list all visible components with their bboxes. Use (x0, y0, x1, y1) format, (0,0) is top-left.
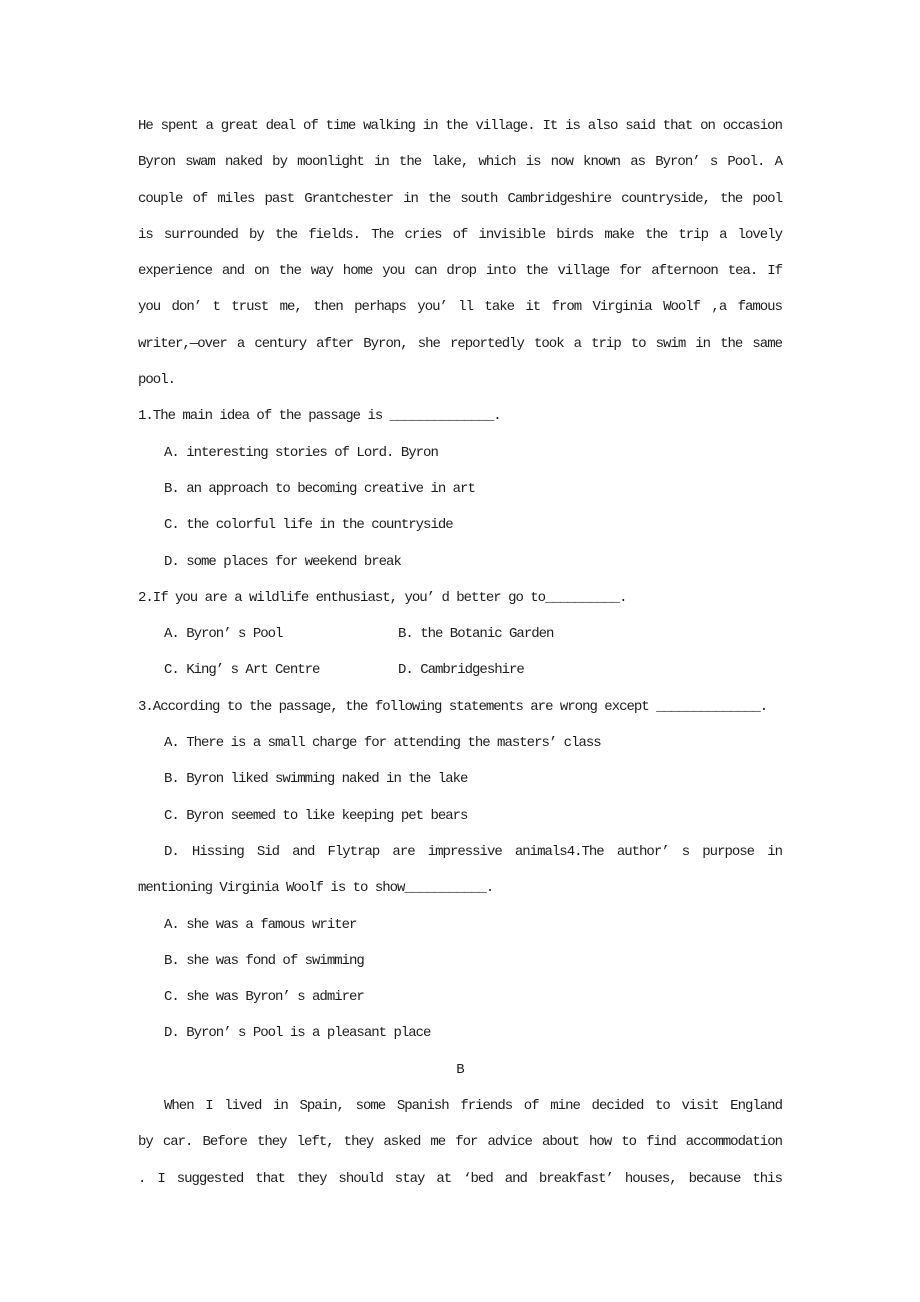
question-2-option-row (138, 616, 782, 652)
question-3-option-c: C. Byron seemed to like keeping pet bears (164, 807, 468, 824)
question-2-stem: 2.If you are a wildlife enthusiast, you’ d better go to__________. (138, 589, 627, 606)
question-4-stem-continuation: mentioning Virginia Woolf is to show___________. (138, 880, 494, 897)
passage-a-line: you don’ t trust me, then perhaps you’ ll take it from Virginia Woolf ,a famous (138, 299, 782, 316)
passage-b-line: . I suggested that they should stay at ‘bed and breakfast’ houses, because this (138, 1170, 782, 1187)
question-1-option-c: C. the colorful life in the countryside (164, 517, 453, 534)
question-2-option-b: B. the Botanic Garden (398, 626, 554, 643)
passage-a-line: is surrounded by the fields. The cries of invisible birds make the trip a lovely (138, 226, 782, 243)
question-1-option-a: A. interesting stories of Lord. Byron (164, 444, 438, 461)
passage-a-line: pool. (138, 372, 176, 389)
question-3-option-d-and-question-4-stem: D. Hissing Sid and Flytrap are impressive animals4.The author’ s purpose in (164, 843, 782, 860)
passage-a-line: couple of miles past Grantchester in the south Cambridgeshire countryside, the pool (138, 190, 782, 207)
question-3-option-b: B. Byron liked swimming naked in the lake (164, 771, 468, 788)
question-4-option-b: B. she was fond of swimming (164, 952, 364, 969)
question-4-option-d: D. Byron’ s Pool is a pleasant place (164, 1025, 431, 1042)
question-2-option-a: A. Byron’ s Pool (164, 626, 283, 643)
question-4-option-a: A. she was a famous writer (164, 916, 357, 933)
question-3-option-a: A. There is a small charge for attending the masters’ class (164, 735, 601, 752)
passage-b-line: When I lived in Spain, some Spanish friends of mine decided to visit England (164, 1098, 782, 1115)
question-4-option-c: C. she was Byron’ s admirer (164, 989, 364, 1006)
section-b-heading: B (456, 1061, 464, 1078)
passage-a-line: He spent a great deal of time walking in the village. It is also said that on occasion (138, 118, 782, 134)
passage-a-line: writer,—over a century after Byron, she reportedly took a trip to swim in the same (138, 335, 782, 352)
question-2-option-d: D. Cambridgeshire (398, 662, 524, 679)
passage-b-line: by car. Before they left, they asked me for advice about how to find accommodation (138, 1134, 782, 1151)
question-1-stem: 1.The main idea of the passage is ______________. (138, 408, 501, 425)
passage-a-line: Byron swam naked by moonlight in the lake, which is now known as Byron’ s Pool. A (138, 154, 782, 171)
passage-a-line: experience and on the way home you can drop into the village for afternoon tea. If (138, 263, 782, 280)
question-1-option-b: B. an approach to becoming creative in art (164, 480, 475, 497)
question-1-option-d: D. some places for weekend break (164, 553, 401, 570)
question-2-option-row (138, 652, 782, 688)
question-2-option-c: C. King’ s Art Centre (164, 662, 320, 679)
question-3-stem: 3.According to the passage, the following statements are wrong except ______________. (138, 698, 768, 715)
